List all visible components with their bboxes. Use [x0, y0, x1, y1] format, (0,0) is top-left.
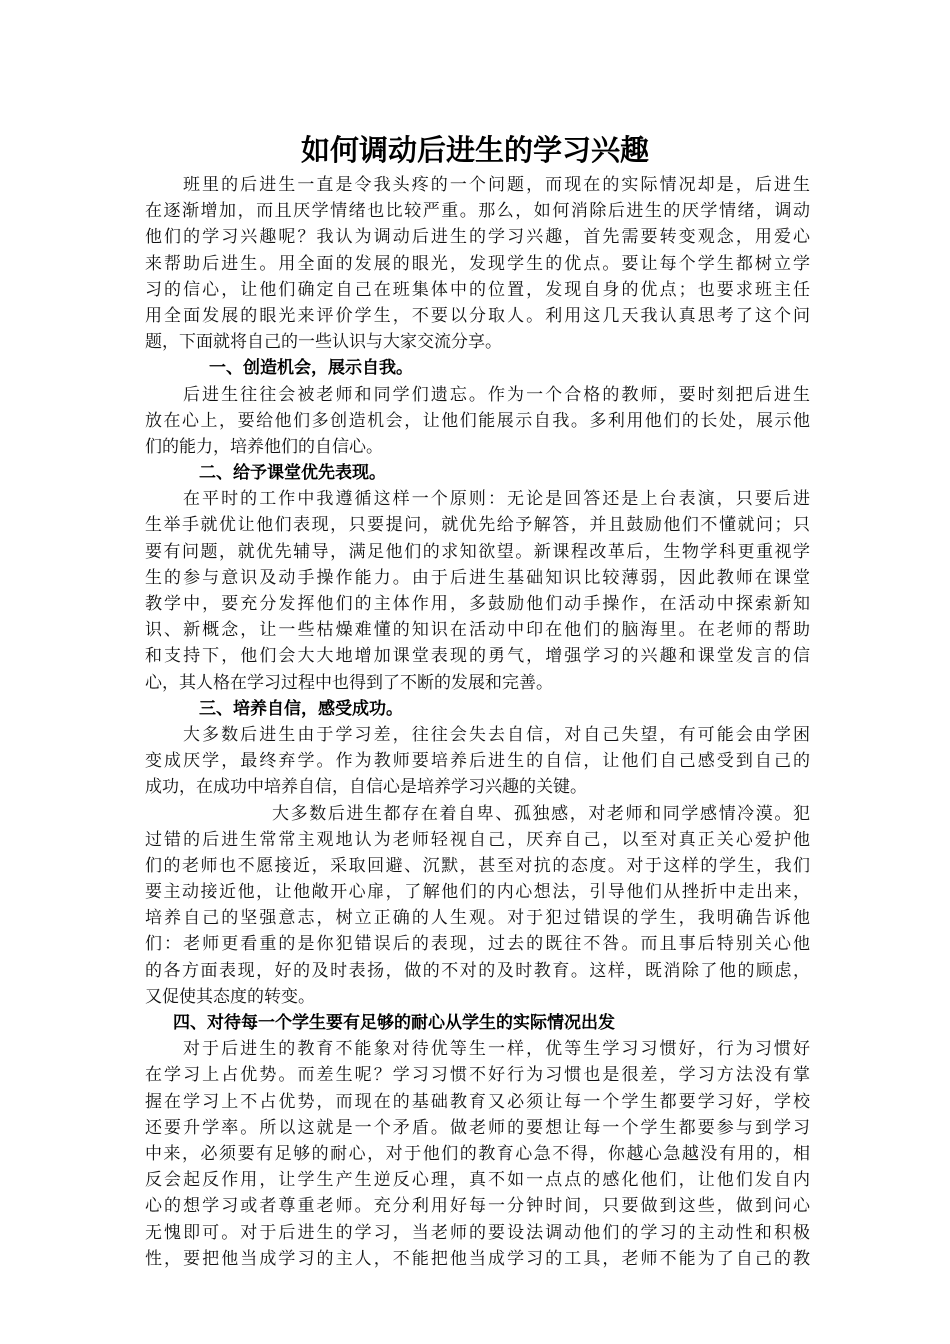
paragraph-line: 要主动接近他，让他敞开心扉，了解他们的内心想法，引导他们从挫折中走出来， [145, 882, 810, 903]
paragraph-line: 对于后进生的教育不能象对待优等生一样，优等生学习习惯好，行为习惯好 [183, 1039, 810, 1060]
paragraph-line: 变成厌学，最终弃学。作为教师要培养后进生的自信，让他们自己感受到自己的 [145, 751, 810, 772]
paragraph-line: 的各方面表现，好的及时表扬，做的不对的及时教育。这样，既消除了他的顾虑， [145, 960, 810, 981]
document-title: 如何调动后进生的学习兴趣 [300, 133, 649, 167]
paragraph-line: 性，要把他当成学习的主人，不能把他当成学习的工具，老师不能为了自己的教 [145, 1248, 810, 1269]
paragraph-line: 教学中，要充分发挥他们的主体作用，多鼓励他们动手操作，在活动中探索新知 [145, 594, 810, 614]
paragraph-line: 在平时的工作中我遵循这样一个原则：无论是回答还是上台表演，只要后进 [183, 489, 810, 510]
paragraph-line: 后进生往往会被老师和同学们遗忘。作为一个合格的教师，要时刻把后进生 [183, 384, 810, 405]
paragraph-line: 还要升学率。所以这就是一个矛盾。做老师的要想让每一个学生都要参与到学习 [145, 1117, 810, 1138]
paragraph-line: 反会起反作用，让学生产生逆反心理，真不如一点点的感化他们，让他们发自内 [145, 1170, 810, 1191]
section-heading: 二、给予课堂优先表现。 [199, 463, 386, 484]
paragraph-line: 识、新概念，让一些枯燥难懂的知识在活动中印在他们的脑海里。在老师的帮助 [145, 620, 810, 641]
paragraph-line: 们：老师更看重的是你犯错误后的表现，过去的既往不咎。而且事后特别关心他 [145, 934, 810, 955]
paragraph-line: 又促使其态度的转变。 [145, 986, 315, 1007]
paragraph-line: 生的参与意识及动手操作能力。由于后进生基础知识比较薄弱，因此教师在课堂 [145, 567, 810, 588]
document-body [145, 172, 810, 1272]
paragraph-line: 生举手就优让他们表现，只要提问，就优先给予解答，并且鼓励他们不懂就问；只 [145, 515, 810, 536]
paragraph-line: 来帮助后进生。用全面的发展的眼光，发现学生的优点。要让每个学生都树立学 [145, 253, 810, 274]
paragraph-line: 心的想学习或者尊重老师。充分利用好每一分钟时间，只要做到这些，做到问心 [145, 1196, 810, 1217]
paragraph-line: 们的老师也不愿接近，采取回避、沉默，甚至对抗的态度。对于这样的学生，我们 [145, 855, 810, 876]
paragraph-line: 握在学习上不占优势，而现在的基础教育又必须让每一个学生都要学习好，学校 [145, 1091, 810, 1112]
paragraph-line: 用全面发展的眼光来评价学生，不要以分取人。利用这几天我认真思考了这个问 [145, 305, 810, 326]
section-heading: 三、培养自信，感受成功。 [199, 698, 403, 719]
paragraph-line: 在学习上占优势。而差生呢？学习习惯不好行为习惯也是很差，学习方法没有掌 [145, 1065, 810, 1086]
paragraph-line: 无愧即可。对于后进生的学习，当老师的要设法调动他们的学习的主动性和积极 [145, 1222, 810, 1243]
paragraph-line: 培养自己的坚强意志，树立正确的人生观。对于犯过错误的学生，我明确告诉他 [145, 908, 810, 929]
paragraph-line: 大多数后进生都存在着自卑、孤独感，对老师和同学感情冷漠。犯 [272, 803, 810, 824]
paragraph-line: 和支持下，他们会大大地增加课堂表现的勇气，增强学习的兴趣和课堂发言的信 [145, 646, 810, 667]
paragraph-line: 成功，在成功中培养自信，自信心是培养学习兴趣的关键。 [145, 777, 587, 798]
paragraph-line: 中来，必须要有足够的耐心，对于他们的教育心急不得，你越心急越没有用的，相 [145, 1143, 810, 1164]
paragraph-line: 习的信心，让他们确定自己在班集体中的位置，发现自身的优点；也要求班主任 [145, 279, 810, 300]
paragraph-line: 班里的后进生一直是令我头疼的一个问题，而现在的实际情况却是，后进生 [183, 175, 810, 195]
paragraph-line: 他们的学习兴趣呢？我认为调动后进生的学习兴趣，首先需要转变观念，用爱心 [145, 227, 810, 248]
section-heading: 一、创造机会，展示自我。 [209, 358, 413, 379]
section-heading: 四、对待每一个学生要有足够的耐心从学生的实际情况出发 [173, 1013, 615, 1033]
paragraph-line: 要有问题，就优先辅导，满足他们的求知欲望。新课程改革后，生物学科更重视学 [145, 541, 810, 562]
paragraph-line: 放在心上，要给他们多创造机会，让他们能展示自我。多利用他们的长处，展示他 [145, 410, 810, 431]
paragraph-line: 过错的后进生常常主观地认为老师轻视自己，厌弃自己，以至对真正关心爱护他 [145, 829, 810, 850]
paragraph-line: 在逐渐增加，而且厌学情绪也比较严重。那么，如何消除后进生的厌学情绪，调动 [145, 201, 810, 222]
paragraph-line: 大多数后进生由于学习差，往往会失去自信，对自己失望，有可能会由学困 [183, 724, 810, 745]
paragraph-line: 们的能力，培养他们的自信心。 [145, 436, 383, 457]
paragraph-line: 心，其人格在学习过程中也得到了不断的发展和完善。 [145, 672, 553, 693]
paragraph-line: 题，下面就将自己的一些认识与大家交流分享。 [145, 332, 502, 353]
